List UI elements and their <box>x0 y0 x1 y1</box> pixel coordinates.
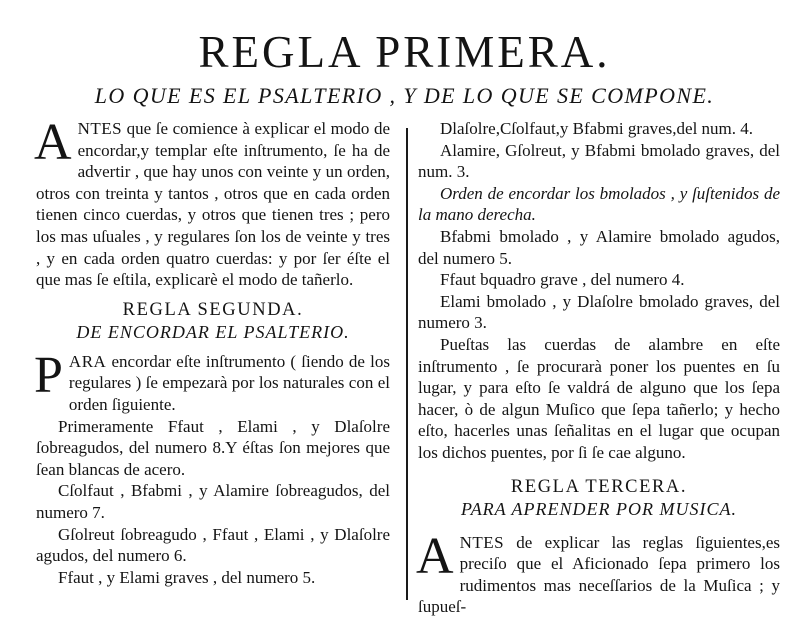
paragraph: Elami bmolado , y Dlaſolre bmolado graves, del numero 3. <box>418 291 780 333</box>
dropcap-caps: NTES <box>459 532 505 552</box>
dropcap-letter: A <box>416 527 454 585</box>
dropcap-letter: P <box>34 346 63 404</box>
paragraph: Pueſtas las cuerdas de alambre en eſte inſtrumento , ſe procurarà poner los puentes en ſu lugar, y para eſto ſe valdrá de alguno que los ſepa hacer, ò de algun Muſico que ſepa tañerlo; y hecho eſto, hacerles unas ſeñalitas en el lugar que ocupan los dichos puentes, por ſi ſe cae alguno. <box>418 334 780 462</box>
paragraph: Ffaut , y Elami graves , del numero 5. <box>58 567 316 587</box>
column-divider <box>406 128 408 600</box>
paragraph-text: que ſe comience à explicar el modo de encordar,y templar eſte inſtrumento, ſe ha de advertir , que hay unos con veinte y un orden, otros con treinta y tantos , otros que en cada orden tienen cinco cuerdas, y otros que tienen tres ; pero los mas uſuales , y regulares ſon los de veinte y tres , y en cada orden quatro cuerdas: y por ſer éſte el que mas ſe eſtila, explicarè el modo de tañerlo. <box>36 119 390 290</box>
dropcap-caps: ARA <box>68 351 107 371</box>
paragraph-text: encordar eſte inſtrumento ( ſiendo de los regulares ) ſe empezarà por los naturales con el orden ſiguiente. <box>68 351 390 414</box>
paragraph: Gſolreut ſobreagudo , Ffaut , Elami , y Dlaſolre agudos, del numero 6. <box>36 524 390 566</box>
section-heading: REGLA TERCERA. <box>510 476 688 497</box>
paragraph: Alamire, Gſolreut, y Bfabmi bmolado graves, del num. 3. <box>418 140 780 182</box>
page-title: REGLA PRIMERA. <box>198 27 611 77</box>
right-column <box>418 118 780 618</box>
section-heading: REGLA SEGUNDA. <box>122 299 304 320</box>
dropcap-letter: A <box>34 114 72 171</box>
section-intro-paragraph <box>416 527 780 618</box>
paragraph: Bfabmi bmolado , y Alamire bmolado agudos, del numero 5. <box>418 226 780 268</box>
section-subheading: PARA APRENDER POR MUSICA. <box>461 498 737 519</box>
paragraph: Cſolfaut , Bfabmi , y Alamire ſobreagudos, del numero 7. <box>36 481 390 522</box>
paragraph-text: de explicar las reglas ſiguientes,es preciſo que el Aficionado ſepa primero los rudimentos mas neceſſarios de la Muſica ; y ſupueſ- <box>418 532 780 617</box>
left-column <box>34 114 390 588</box>
dropcap-caps: NTES <box>77 119 123 138</box>
paragraph: Primeramente Ffaut , Elami , y Dlaſolre ſobreagudos, del numero 8.Y éſtas ſon mejores que ſean blancas de acero. <box>36 416 390 479</box>
italic-heading: Orden de encordar los bmolados , y ſuſtenidos de la mano derecha. <box>418 183 780 225</box>
paragraph: Dlaſolre,Cſolfaut,y Bfabmi graves,del num. 4. <box>440 119 754 138</box>
paragraph: Ffaut bquadro grave , del numero 4. <box>440 270 685 290</box>
section-intro-paragraph <box>34 346 390 416</box>
section-subheading: DE ENCORDAR EL PSALTERIO. <box>76 321 350 342</box>
page-subtitle: LO QUE ES EL PSALTERIO , Y DE LO QUE SE COMPONE. <box>94 83 715 108</box>
intro-paragraph <box>34 114 390 291</box>
